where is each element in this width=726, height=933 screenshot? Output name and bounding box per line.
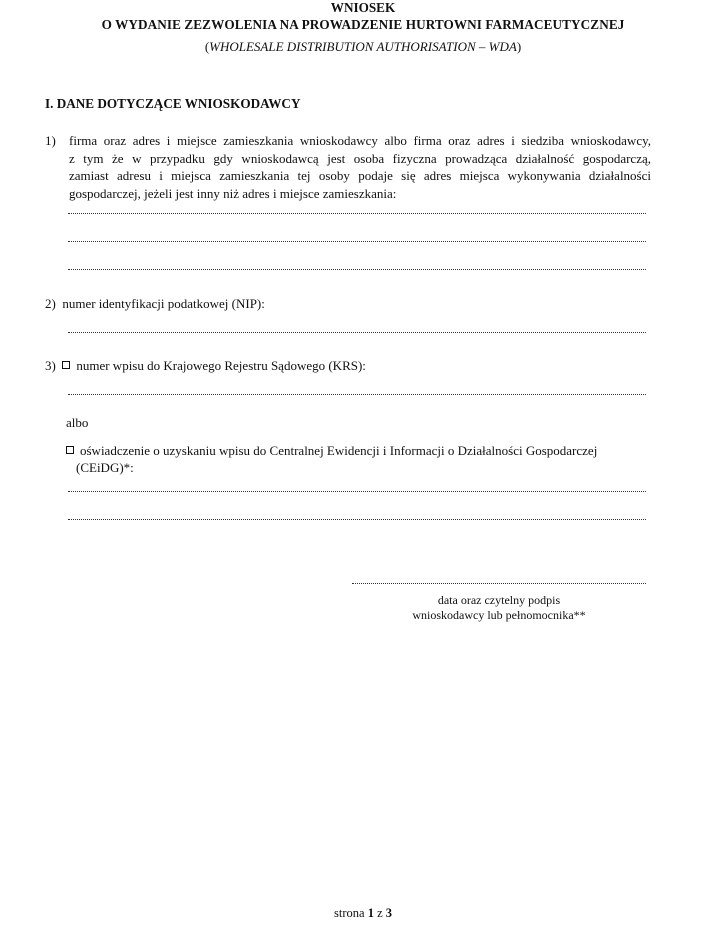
subtitle-close-paren: ) [516,39,522,54]
page-number-total: 3 [385,906,392,920]
item-2-label-row [45,296,265,312]
albo-separator: albo [66,415,89,430]
krs-fill-line[interactable] [68,393,646,395]
page-number-prefix: strona [334,906,365,920]
item-1-line-4: gospodarczej, jeżeli jest inny niż adres i miejsce zamieszkania: [69,185,397,201]
document-title-subject: O WYDANIE ZEZWOLENIA NA PROWADZENIE HURTOWNI FARMACEUTYCZNEJ [101,17,625,32]
page-number [0,906,726,921]
signature-caption [352,593,646,623]
ceidg-fill-line-1[interactable] [68,490,646,492]
item-3-option-b-line-1: oświadczenie o uzyskaniu wpisu do Centralnej Ewidencji i Informacji o Działalności Gospodarczej [80,443,598,458]
item-1-fill-line-2[interactable] [68,240,646,242]
ceidg-fill-line-2[interactable] [68,518,646,520]
document-subtitle [0,39,726,55]
subtitle-english: WHOLESALE DISTRIBUTION AUTHORISATION – WDA [209,39,517,54]
item-2-label: numer identyfikacji podatkowej (NIP): [62,296,265,311]
subtitle-open-paren: ( [204,39,210,54]
item-1-line-2: z tym że w przypadku gdy wnioskodawcą jest osoba fizyczna prowadząca działalność gospodarczą, [69,150,651,166]
page-number-current: 1 [367,906,374,920]
item-3-option-b-line-2: (CEiDG)*: [76,460,134,475]
page-number-sep: z [377,906,383,920]
item-3-number: 3) [45,358,56,373]
signature-caption-line-2: wnioskodawcy lub pełnomocnika** [412,608,586,622]
item-1-line-3: zamiast adresu i miejsca zamieszkania tej osoby podaje się adres miejsca wykonywania działalności [69,168,651,183]
signature-fill-line[interactable] [352,582,646,584]
krs-checkbox[interactable] [62,361,70,369]
item-3-option-a-label: numer wpisu do Krajowego Rejestru Sądowego (KRS): [76,358,366,373]
item-1-paragraph [45,132,651,202]
item-1-number: 1) [45,133,56,148]
document-title: WNIOSEK [330,0,396,15]
item-1-line-1: 1) firma oraz adres i miejsce zamieszkania wnioskodawcy albo firma oraz adres i siedziba wnioskodawcy, [45,133,651,148]
item-2-number: 2) [45,296,56,311]
item-3-option-b [66,442,666,476]
item-3-label-row [45,358,366,374]
signature-caption-line-1: data oraz czytelny podpis [437,593,561,607]
item-1-fill-line-1[interactable] [68,212,646,214]
item-1-fill-line-3[interactable] [68,268,646,270]
ceidg-checkbox[interactable] [66,446,74,454]
section-heading: I. DANE DOTYCZĄCE WNIOSKODAWCY [45,96,301,111]
nip-fill-line[interactable] [68,331,646,333]
